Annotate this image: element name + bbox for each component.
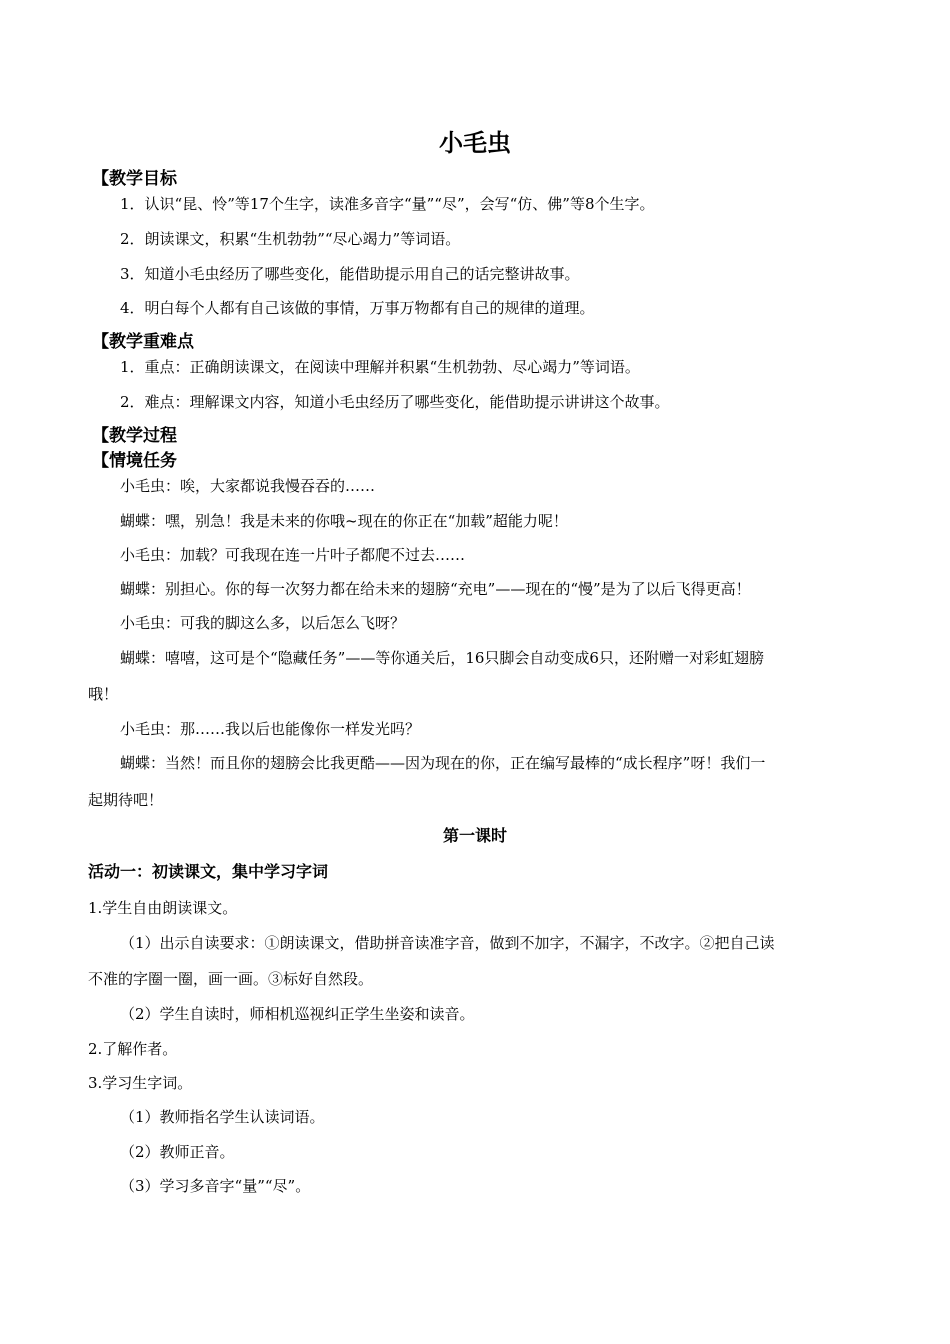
lesson-heading: 第一课时 xyxy=(442,826,507,845)
activity-line: （1）教师指名学生认读词语。 xyxy=(120,1108,325,1126)
keypoint-item: 2．难点：理解课文内容，知道小毛虫经历了哪些变化，能借助提示讲讲这个故事。 xyxy=(120,393,670,411)
dialogue-line: 小毛虫：那……我以后也能像你一样发光吗？ xyxy=(120,720,421,738)
activity-line: （1）出示自读要求：①朗读课文，借助拼音读准字音，做到不加字，不漏字，不改字。②把自己读 xyxy=(120,934,775,952)
dialogue-line: 蝴蝶：别担心。你的每一次努力都在给未来的翅膀“充电”——现在的“慢”是为了以后飞得更高！ xyxy=(120,580,751,598)
section-heading-scenario: 【情境任务 xyxy=(92,451,177,471)
document-title: 小毛虫 xyxy=(439,129,511,157)
section-heading-process: 【教学过程 xyxy=(92,426,177,446)
section-heading-goals: 【教学目标 xyxy=(92,169,177,189)
activity-line: 3.学习生字词。 xyxy=(88,1074,193,1092)
dialogue-line: 哦！ xyxy=(88,685,119,703)
section-heading-keypoints: 【教学重难点 xyxy=(92,332,194,352)
dialogue-line: 蝴蝶：嘿，别急！我是未来的你哦~现在的你正在“加载”超能力呢！ xyxy=(120,512,568,530)
activity-line: （3）学习多音字“量”“尽”。 xyxy=(120,1177,311,1195)
dialogue-line: 起期待吧！ xyxy=(88,791,164,809)
dialogue-line: 蝴蝶：嘻嘻，这可是个“隐藏任务”——等你通关后，16只脚会自动变成6只，还附赠一对彩虹翅膀 xyxy=(120,649,764,667)
dialogue-line: 小毛虫：唉，大家都说我慢吞吞的…… xyxy=(120,477,376,495)
goal-item: 2．朗读课文，积累“生机勃勃”“尽心竭力”等词语。 xyxy=(120,230,461,248)
activity-line: 2.了解作者。 xyxy=(88,1040,178,1058)
goal-item: 4．明白每个人都有自己该做的事情，万事万物都有自己的规律的道理。 xyxy=(120,299,595,317)
dialogue-line: 蝴蝶：当然！而且你的翅膀会比我更酷——因为现在的你，正在编写最棒的“成长程序”呀！我们一 xyxy=(120,754,766,772)
dialogue-line: 小毛虫：加载？可我现在连一片叶子都爬不过去…… xyxy=(120,546,466,564)
activity-line: （2）学生自读时，师相机巡视纠正学生坐姿和读音。 xyxy=(120,1005,475,1023)
keypoint-item: 1．重点：正确朗读课文，在阅读中理解并积累“生机勃勃、尽心竭力”等词语。 xyxy=(120,358,640,376)
goal-item: 3．知道小毛虫经历了哪些变化，能借助提示用自己的话完整讲故事。 xyxy=(120,265,580,283)
activity-heading: 活动一：初读课文，集中学习字词 xyxy=(88,862,329,881)
activity-line: 不准的字圈一圈，画一画。③标好自然段。 xyxy=(88,970,374,988)
goal-item: 1．认识“昆、怜”等17个生字，读准多音字“量”“尽”，会写“仿、佛”等8个生字。 xyxy=(120,195,655,213)
activity-line: 1.学生自由朗读课文。 xyxy=(88,899,238,917)
activity-line: （2）教师正音。 xyxy=(120,1143,235,1161)
dialogue-line: 小毛虫：可我的脚这么多，以后怎么飞呀？ xyxy=(120,614,406,632)
